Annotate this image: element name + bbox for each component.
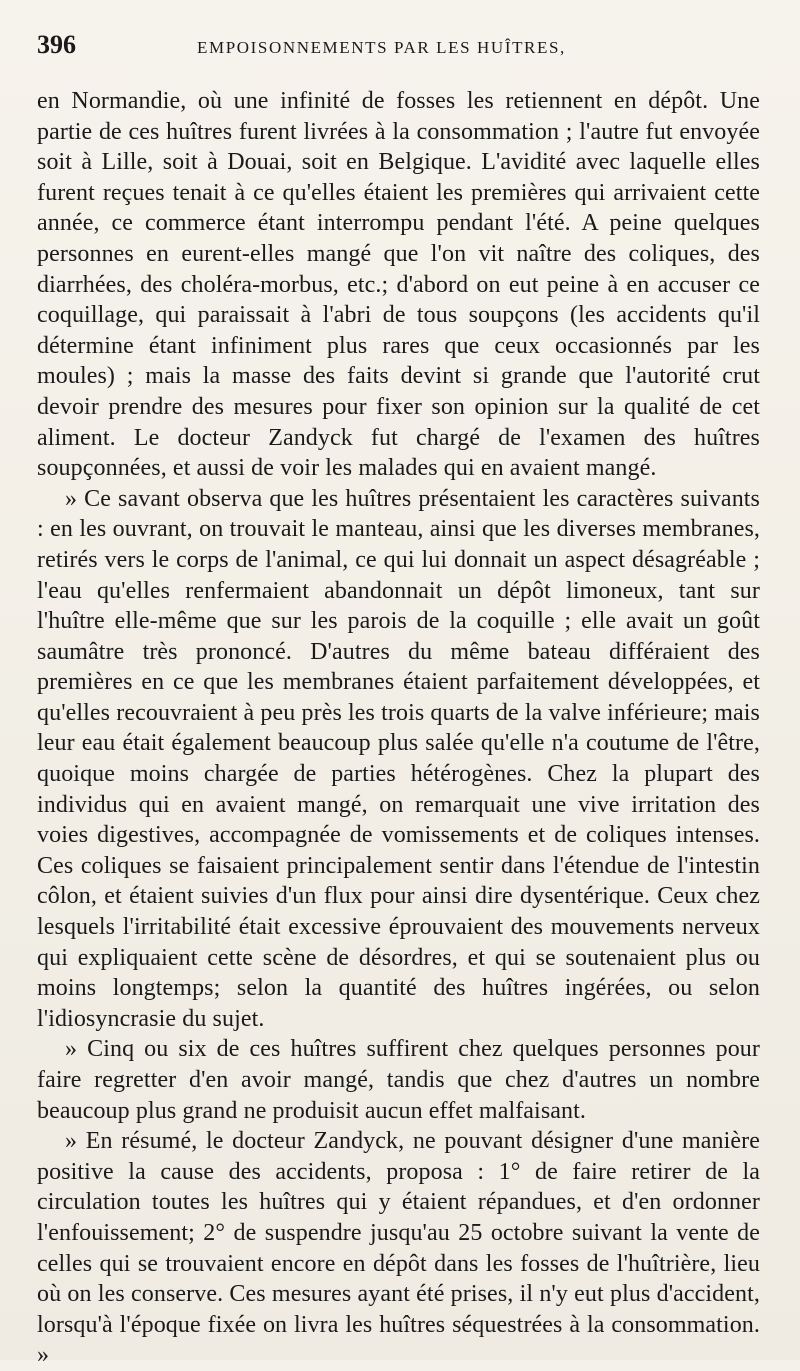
paragraph: » En résumé, le docteur Zandyck, ne pouvant désigner d'une manière positive la cause des accidents, proposa : 1° de faire retirer de la circulation toutes les huîtres qui y étaient répandues, et d'en ordonner l'enfouissement; 2° de suspendre jusqu'au 25 octobre suivant la vente de celles qui se trouvaient encore en dépôt dans les fosses de l'huîtrière, lieu où on les conserve. Ces mesures ayant été prises, il n'y eut plus d'accident, lorsqu'à l'époque fixée on livra les huîtres séquestrées à la consommation. » [37,1128,760,1369]
page-body [37,86,760,1371]
paragraph: en Normandie, où une infinité de fosses les retiennent en dépôt. Une partie de ces huîtres furent livrées à la consommation ; l'autre fut envoyée soit à Lille, soit à Douai, soit en Belgique. L'avidité avec laquelle elles furent reçues tenait à ce qu'elles étaient les premières qui arrivaient cette année, ce commerce étant interrompu pendant l'été. A peine quelques personnes en eurent-elles mangé que l'on vit naître des coliques, des diarrhées, des choléra-morbus, etc.; d'abord on eut peine à en accuser ce coquillage, qui paraissait à l'abri de tous soupçons (les accidents qu'il détermine étant infiniment plus rares que ceux occasionnés par les moules) ; mais la masse des faits devint si grande que l'autorité crut devoir prendre des mesures pour fixer son opinion sur la qualité de cet aliment. Le docteur Zandyck fut chargé de l'examen des huîtres soupçonnées, et aussi de voir les malades qui en avaient mangé. [37,88,760,482]
page-number: 396 [37,30,76,59]
paragraph: » Ce savant observa que les huîtres présentaient les caractères suivants : en les ouvrant, on trouvait le manteau, ainsi que les diverses membranes, retirés vers le corps de l'animal, ce qui lui donnait un aspect désagréable ; l'eau qu'elles renfermaient abandonnait un dépôt limoneux, tant sur l'huître elle-même que sur les parois de la coquille ; elle avait un goût saumâtre très prononcé. D'autres du même bateau différaient des premières en ce que les membranes étaient parfaitement développées, et qu'elles recouvraient à peu près les trois quarts de la valve inférieure; mais leur eau était également beaucoup plus salée qu'elle n'a coutume de l'être, quoique moins chargée de parties hétérogènes. Chez la plupart des individus qui en avaient mangé, on remarquait une vive irritation des voies digestives, accompagnée de vomissements et de coliques intenses. Ces coliques se faisaient principalement sentir dans l'étendue de l'intestin côlon, et étaient suivies d'un flux pour ainsi dire dysentérique. Ceux chez lesquels l'irritabilité était excessive éprouvaient des mouvements nerveux qui expliquaient cette scène de désordres, et qui se soutenaient plus ou moins longtemps; selon la quantité des huîtres ingérées, ou selon l'idiosyncrasie du sujet. [37,485,760,1032]
paragraph: » Cinq ou six de ces huîtres suffirent chez quelques personnes pour faire regretter d'en avoir mangé, tandis que chez d'autres un nombre beaucoup plus grand ne produisit aucun effet malfaisant. [37,1036,760,1124]
page-header [37,30,760,76]
running-title: EMPOISONNEMENTS PAR LES HUÎTRES, [197,38,566,57]
